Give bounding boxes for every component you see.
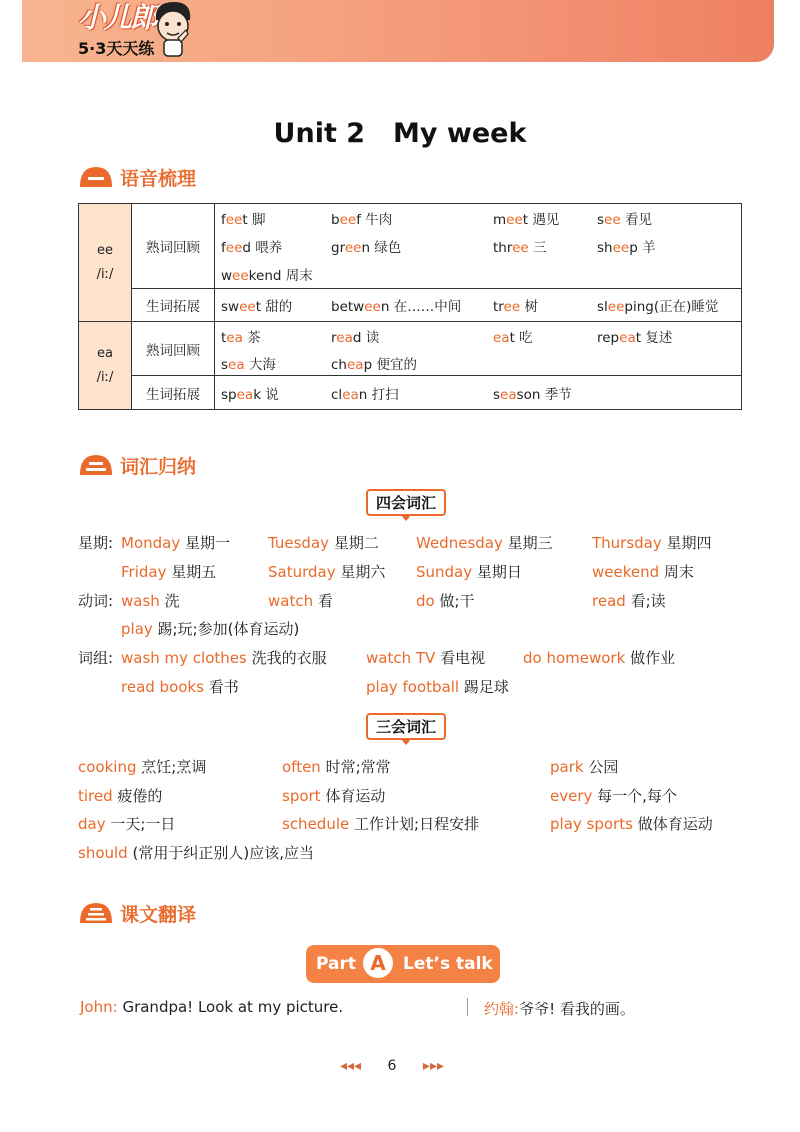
next-arrows-icon: ▸▸▸ xyxy=(422,1058,445,1074)
vocab-item: schedule 工作计划;日程安排 xyxy=(282,815,480,833)
mascot-icon xyxy=(150,0,196,58)
vocab-item: Monday 星期一 xyxy=(121,534,231,552)
category-familiar: 熟词回顾 xyxy=(132,204,215,289)
vocab-item: often 时常;常常 xyxy=(282,758,391,776)
section-two-icon xyxy=(78,453,114,477)
vocab-item: read books 看书 xyxy=(121,678,239,696)
vocab-item: Wednesday 星期三 xyxy=(416,534,553,552)
vocab-item: do homework 做作业 xyxy=(523,649,676,667)
page-number: 6 xyxy=(387,1058,397,1074)
vocab-item: tired 疲倦的 xyxy=(78,787,163,805)
unit-number: Unit 2 xyxy=(273,118,366,149)
four-skill-label: 四会词汇 xyxy=(366,489,446,516)
week-label: 星期: xyxy=(78,534,114,552)
words-ee-familiar: feet 脚 beef 牛肉 meet 遇见 see 看见 feed 喂养 green 绿色 three 三 sheep 羊 weekend 周末 xyxy=(215,204,742,289)
vocab-item: Saturday 星期六 xyxy=(268,563,386,581)
section-heading-phonics: 语音梳理 xyxy=(78,164,196,190)
category-familiar: 熟词回顾 xyxy=(132,322,215,376)
words-ee-new: sweet 甜的 between 在……中间 tree 树 sleeping(正在)睡觉 xyxy=(215,289,742,322)
vocab-item: read 看;读 xyxy=(592,592,666,610)
vocab-item: play 踢;玩;参加(体育运动) xyxy=(121,620,300,638)
unit-name: My week xyxy=(393,118,527,149)
category-new: 生词拓展 xyxy=(132,376,215,410)
part-letter: A xyxy=(363,948,393,978)
three-skill-label: 三会词汇 xyxy=(366,713,446,740)
vocab-item: play football 踢足球 xyxy=(366,678,509,696)
category-new: 生词拓展 xyxy=(132,289,215,322)
verb-label: 动词: xyxy=(78,592,114,610)
vocab-item: should (常用于纠正别人)应该,应当 xyxy=(78,844,314,862)
section-heading-vocab: 词汇归纳 xyxy=(78,452,196,478)
brand-logo: 小儿郎 xyxy=(78,1,157,34)
words-ea-familiar: tea 茶 read 读 eat 吃 repeat 复述 sea 大海 cheap 便宜的 xyxy=(215,322,742,376)
section-one-icon xyxy=(78,165,114,189)
vocab-item: cooking 烹饪;烹调 xyxy=(78,758,207,776)
sound-ee: ee /iː/ xyxy=(79,204,132,322)
vocab-item: watch 看 xyxy=(268,592,333,610)
prev-arrows-icon: ◂◂◂ xyxy=(340,1058,362,1074)
vocab-item: day 一天;一日 xyxy=(78,815,176,833)
vocab-item: play sports 做体育运动 xyxy=(550,815,713,833)
vocab-item: do 做;干 xyxy=(416,592,475,610)
phrase-label: 词组: xyxy=(78,649,114,667)
vocab-item: Tuesday 星期二 xyxy=(268,534,379,552)
phonics-table xyxy=(78,203,742,409)
vocab-item: sport 体育运动 xyxy=(282,787,386,805)
vocab-item: park 公园 xyxy=(550,758,619,776)
vocab-item: watch TV 看电视 xyxy=(366,649,486,667)
sound-ea: ea /iː/ xyxy=(79,322,132,410)
vocab-item: Sunday 星期日 xyxy=(416,563,522,581)
page-title xyxy=(0,118,800,149)
section-three-icon xyxy=(78,901,114,925)
vocab-item: weekend 周末 xyxy=(592,563,694,581)
series-name: 5·3天天练 xyxy=(78,39,155,58)
page-footer xyxy=(340,1058,444,1074)
vocab-item: Thursday 星期四 xyxy=(592,534,712,552)
vocab-item: wash 洗 xyxy=(121,592,180,610)
dialog-divider xyxy=(467,998,468,1016)
vocab-item: every 每一个,每个 xyxy=(550,787,677,805)
dialog-chinese: 约翰:爷爷! 看我的画。 xyxy=(484,1000,635,1018)
vocab-item: wash my clothes 洗我的衣服 xyxy=(121,649,327,667)
words-ea-new: speak 说 clean 打扫 season 季节 xyxy=(215,376,742,410)
dialog-english: John: Grandpa! Look at my picture. xyxy=(80,998,344,1016)
section-heading-translation: 课文翻译 xyxy=(78,900,196,926)
vocab-item: Friday 星期五 xyxy=(121,563,217,581)
part-a-banner: Part A Let’s talk xyxy=(306,945,500,983)
